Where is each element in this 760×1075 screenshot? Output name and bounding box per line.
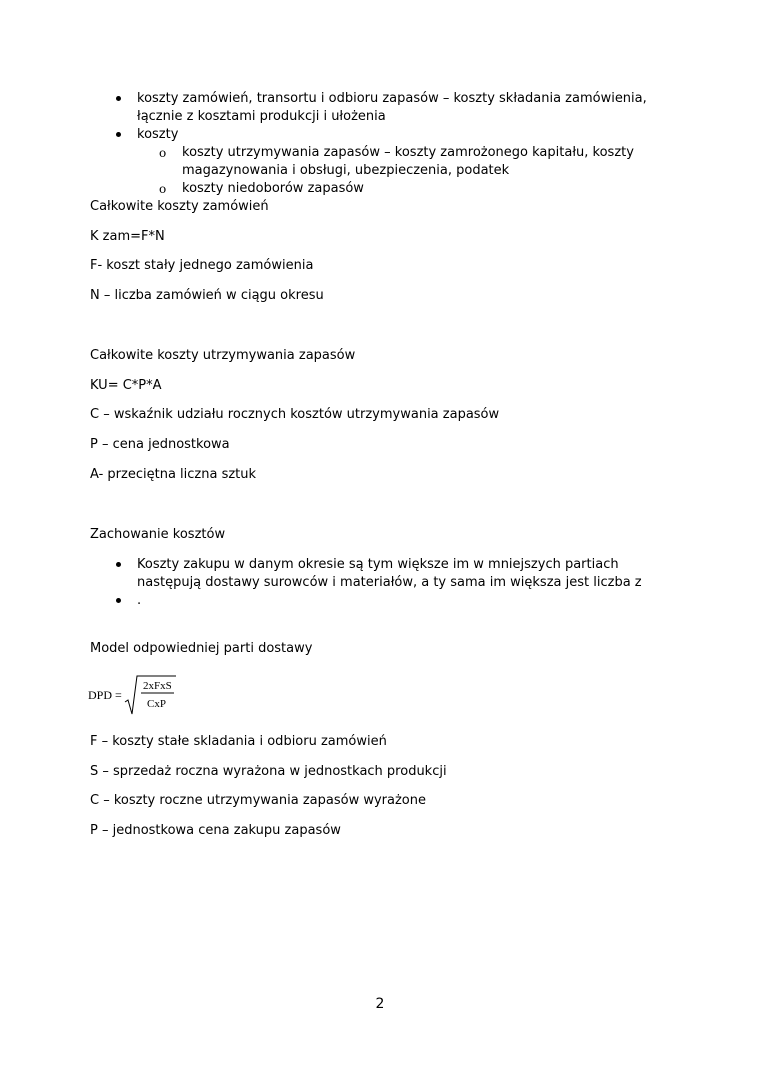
dpd-formula-image <box>88 672 176 716</box>
sub-list-item-text: magazynowania i obsługi, ubezpieczenia, podatek <box>182 163 510 178</box>
section-heading: Całkowite koszty zamówień <box>90 199 269 214</box>
bullet-marker <box>116 598 121 603</box>
list-item-text: koszty zamówień, transortu i odbioru zapasów – koszty składania zamówienia, <box>137 91 647 106</box>
sub-list-item-text: koszty utrzymywania zapasów – koszty zamrożonego kapitału, koszty <box>182 145 634 160</box>
formula-text: K zam=F*N <box>90 229 165 244</box>
sub-list-item-text: koszty niedoborów zapasów <box>182 181 364 196</box>
sub-bullet-marker: o <box>159 182 167 196</box>
formula-numerator: 2xFxS <box>143 680 172 692</box>
definition-text: N – liczba zamówień w ciągu okresu <box>90 288 324 303</box>
definition-text: P – jednostkowa cena zakupu zapasów <box>90 823 341 838</box>
bullet-marker <box>116 132 121 137</box>
page-number: 2 <box>375 996 385 1012</box>
list-item-text: następują dostawy surowców i materiałów, a ty sama im większa jest liczba z <box>137 575 642 590</box>
bullet-marker <box>116 96 121 101</box>
definition-text: C – koszty roczne utrzymywania zapasów wyrażone <box>90 793 426 808</box>
sub-bullet-marker: o <box>159 146 167 160</box>
definition-text: F – koszty stałe skladania i odbioru zamówień <box>90 734 387 749</box>
bullet-marker <box>116 562 121 567</box>
list-item-text: łącznie z kosztami produkcji i ułożenia <box>137 109 386 124</box>
section-heading: Zachowanie kosztów <box>90 527 226 542</box>
list-item-text: . <box>137 593 142 608</box>
definition-text: S – sprzedaż roczna wyrażona w jednostkach produkcji <box>90 764 447 779</box>
section-heading: Całkowite koszty utrzymywania zapasów <box>90 348 356 363</box>
formula-text: KU= C*P*A <box>90 378 162 393</box>
list-item-text: koszty <box>137 127 179 142</box>
definition-text: C – wskaźnik udziału rocznych kosztów utrzymywania zapasów <box>90 407 500 422</box>
section-heading: Model odpowiedniej parti dostawy <box>90 641 313 656</box>
definition-text: A- przeciętna liczna sztuk <box>90 467 257 482</box>
list-item-text: Koszty zakupu w danym okresie są tym większe im w mniejszych partiach <box>137 557 619 572</box>
definition-text: F- koszt stały jednego zamówienia <box>90 258 314 273</box>
formula-denominator: CxP <box>147 698 166 710</box>
formula-lhs: DPD = <box>88 688 122 702</box>
definition-text: P – cena jednostkowa <box>90 437 230 452</box>
